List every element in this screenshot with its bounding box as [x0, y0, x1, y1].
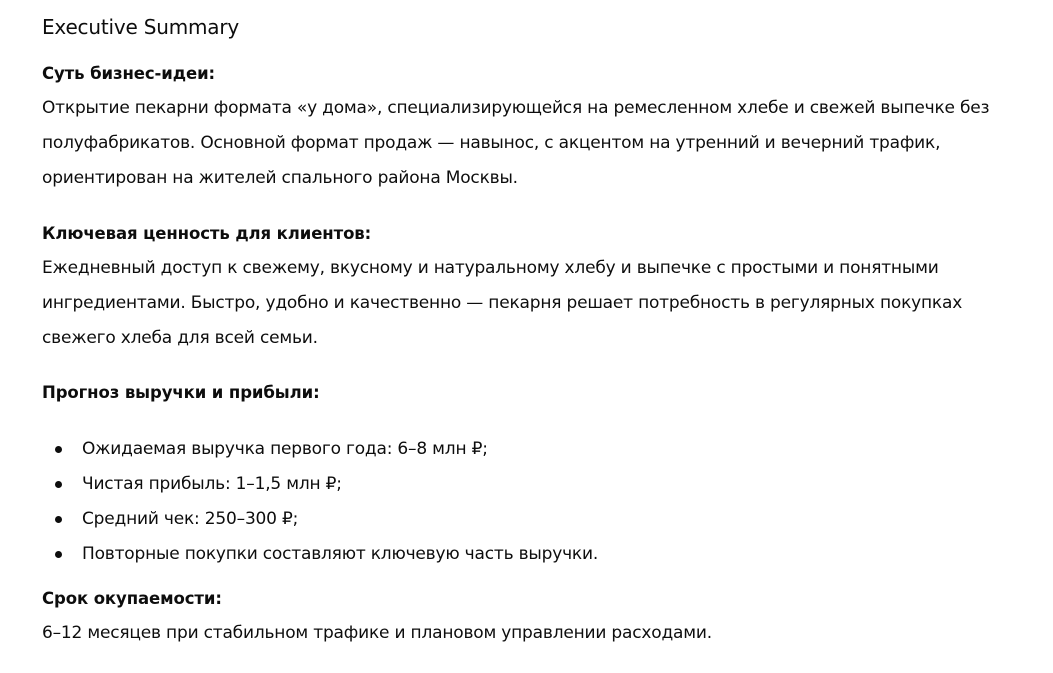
section-label-revenue-forecast: Прогноз выручки и прибыли:: [42, 383, 320, 402]
section-text-payback: 6–12 месяцев при стабильном трафике и плановом управлении расходами.: [42, 623, 712, 643]
list-item: [42, 537, 598, 572]
list-item-text: Средний чек: 250–300 ₽;: [82, 509, 299, 529]
section-label-payback: Срок окупаемости:: [42, 589, 222, 608]
list-item-text: Ожидаемая выручка первого года: 6–8 млн ₽;: [82, 439, 488, 459]
list-item-text: Чистая прибыль: 1–1,5 млн ₽;: [82, 474, 342, 494]
list-item: [42, 432, 598, 467]
list-item: [42, 502, 598, 537]
section-label-business-idea: Суть бизнес-идеи:: [42, 64, 216, 83]
bullet-icon: [55, 481, 62, 488]
list-item: [42, 467, 598, 502]
bullet-icon: [55, 516, 62, 523]
bullet-icon: [55, 551, 62, 558]
bullet-icon: [55, 446, 62, 453]
page-title: Executive Summary: [42, 15, 239, 39]
section-text-business-idea: Открытие пекарни формата «у дома», специализирующейся на ремесленном хлебе и свежей выпечке без полуфабрикатов. Основной формат продаж — навынос, с акцентом на утренний и вечерний трафик, ориентирован на жителей спального района Москвы.: [42, 98, 990, 188]
list-item-text: Повторные покупки составляют ключевую часть выручки.: [82, 544, 599, 564]
revenue-forecast-list: [42, 432, 598, 572]
section-text-customer-value: Ежедневный доступ к свежему, вкусному и натуральному хлебу и выпечке с простыми и понятными ингредиентами. Быстро, удобно и качественно — пекарня решает потребность в регулярных покупках свежего хлеба для всей семьи.: [42, 258, 963, 348]
section-label-customer-value: Ключевая ценность для клиентов:: [42, 224, 372, 243]
